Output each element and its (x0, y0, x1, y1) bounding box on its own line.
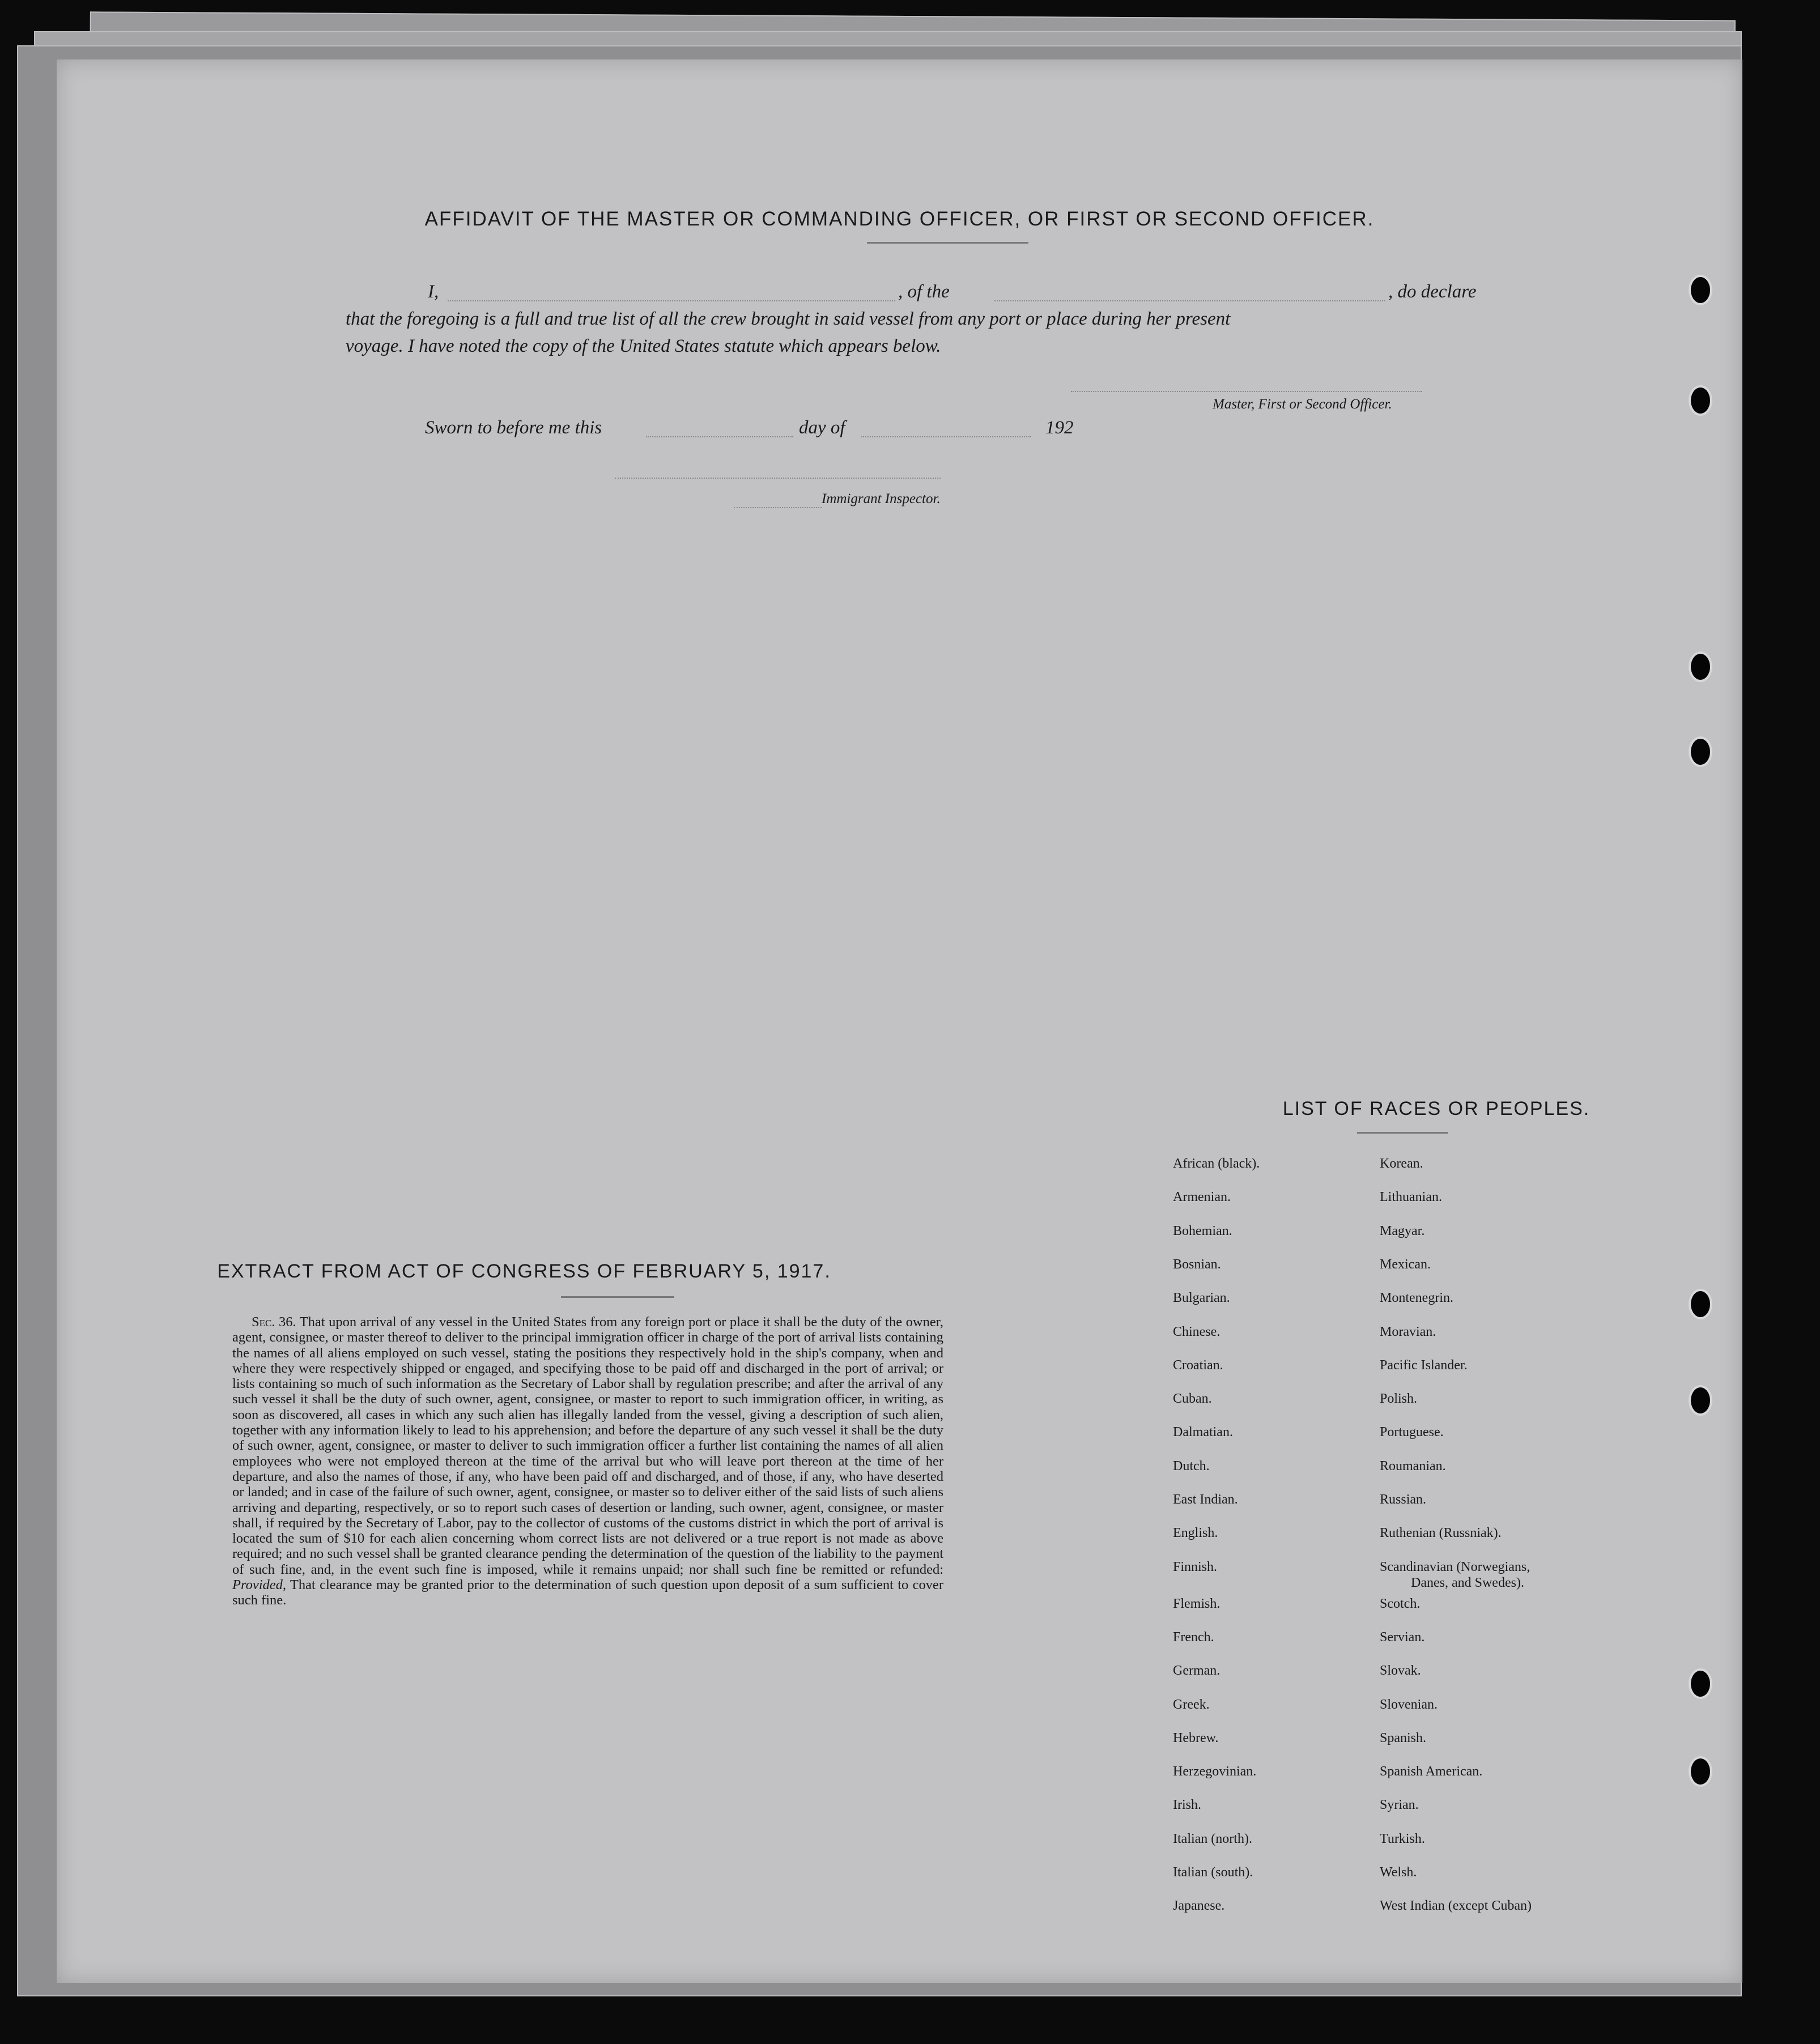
race-item: Slovenian. (1380, 1697, 1438, 1712)
race-item: Italian (south). (1173, 1865, 1253, 1880)
affidavit-title: AFFIDAVIT OF THE MASTER OR COMMANDING OFFICER, OR FIRST OR SECOND OFFICER. (424, 208, 1375, 230)
race-item: Flemish. (1173, 1596, 1221, 1611)
race-item: Irish. (1173, 1798, 1201, 1812)
affidavit-line-3: voyage. I have noted the copy of the United States statute which appears below. (346, 336, 941, 356)
race-item: Dalmatian. (1173, 1425, 1233, 1440)
races-title: LIST OF RACES OR PEOPLES. (1282, 1098, 1591, 1119)
race-item: West Indian (except Cuban) (1380, 1898, 1532, 1913)
race-item: Roumanian. (1380, 1459, 1446, 1474)
race-item: Spanish American. (1380, 1764, 1483, 1779)
affidavit-line-1 (428, 282, 439, 303)
race-item: Japanese. (1173, 1898, 1225, 1913)
race-item: Polish. (1380, 1391, 1418, 1406)
act-body (232, 1314, 943, 1608)
sworn-label: Sworn to before me this (425, 418, 602, 438)
race-item: Dutch. (1173, 1459, 1210, 1474)
punch-hole-icon (1689, 275, 1712, 305)
race-item: Servian. (1380, 1630, 1425, 1645)
punch-hole-icon (1689, 1385, 1712, 1416)
race-item: Mexican. (1380, 1257, 1431, 1272)
master-officer-label: Master, First or Second Officer. (1213, 397, 1392, 412)
day-of-label: day of (799, 418, 845, 438)
name-blank-line (448, 300, 895, 301)
race-item: Moravian. (1380, 1325, 1436, 1339)
race-item: Scotch. (1380, 1596, 1421, 1611)
race-item: Lithuanian. (1380, 1190, 1442, 1204)
race-item: Slovak. (1380, 1663, 1421, 1678)
race-item: Hebrew. (1173, 1731, 1219, 1745)
race-item: Cuban. (1173, 1391, 1212, 1406)
race-item: Pacific Islander. (1380, 1358, 1468, 1373)
day-blank-line (646, 436, 793, 437)
race-item: Turkish. (1380, 1832, 1425, 1846)
race-item: Greek. (1173, 1697, 1210, 1712)
affidavit-i-label: I, (428, 282, 439, 302)
inspector-blank-line-short (734, 507, 822, 508)
act-title: EXTRACT FROM ACT OF CONGRESS OF FEBRUARY 5, 1917. (217, 1261, 831, 1282)
race-item: Spanish. (1380, 1731, 1427, 1745)
affidavit-declare-label: , do declare (1388, 282, 1477, 302)
signature-blank-line (1071, 391, 1422, 392)
year-label: 192 (1045, 418, 1074, 438)
punch-hole-icon (1689, 1289, 1712, 1319)
race-item: Danes, and Swedes). (1411, 1575, 1524, 1590)
race-item: French. (1173, 1630, 1214, 1645)
race-item: Welsh. (1380, 1865, 1417, 1880)
document-sheet (57, 59, 1742, 1983)
affidavit-line-2: that the foregoing is a full and true list of all the crew brought in said vessel from any port or place during her present (346, 309, 1231, 329)
race-item: Magyar. (1380, 1224, 1425, 1238)
race-item: Bosnian. (1173, 1257, 1221, 1272)
punch-hole-icon (1689, 385, 1712, 416)
act-body-part-1: That upon arrival of any vessel in the United States from any foreign port or place it shall be the duty of the owner, agent, consignee, or master thereof to deliver to the principal immigration officer in charge of the port of arrival lists containing the names of all aliens employed on such vessel, stating the positions they respectively hold in the ship's company, when and where they were respectively shipped or engaged, and specifying those to be paid off and discharged in the port of arrival; or lists containing so much of such information as the Secretary of Labor shall by regulation prescribe; and after the arrival of any such vessel it shall be the duty of such owner, agent, consignee, or master to report to such immigration officer, in writing, as soon as discovered, all cases in which any such alien has illegally landed from the vessel, giving a description of such alien, together with any information likely to lead to his apprehension; and before the departure of any such vessel it shall be the duty of such owner, agent, consignee, or master to deliver to such immigration officer a further list containing the names of all alien employees who were not employed thereon at the time of the arrival but who will leave port thereon at the time of her departure, and also the names of those, if any, who have been paid off and discharged, and of those, if any, who have deserted or landed; and in case of the failure of such owner, agent, consignee, or master so to deliver either of the said lists of such aliens arriving and departing, respectively, or so to report such cases of desertion or landing, such owner, agent, consignee, or master shall, if required by the Secretary of Labor, pay to the collector of customs of the customs district in which the port of arrival is located the sum of $10 for each alien concerning whom correct lists are not delivered or a true report is not made as above required; and no such vessel shall be granted clearance pending the determination of the question of the liability to the payment of such fine, and, in the event such fine is imposed, while it remains unpaid; nor shall such fine be remitted or refunded: (232, 1314, 943, 1577)
section-label: Sec. 36. (252, 1314, 296, 1330)
race-item: Ruthenian (Russniak). (1380, 1526, 1502, 1540)
race-item: Finnish. (1173, 1560, 1218, 1574)
race-item: African (black). (1173, 1156, 1260, 1171)
inspector-label: Immigrant Inspector. (822, 491, 941, 506)
race-item: Russian. (1380, 1492, 1427, 1507)
race-item: Bohemian. (1173, 1224, 1232, 1238)
title-divider (867, 242, 1028, 244)
punch-hole-icon (1689, 1756, 1712, 1787)
race-item: Bulgarian. (1173, 1291, 1230, 1305)
race-item: Portuguese. (1380, 1425, 1444, 1440)
month-blank-line (861, 436, 1031, 437)
race-item: Scandinavian (Norwegians, (1380, 1560, 1530, 1574)
race-item: Armenian. (1173, 1190, 1231, 1204)
punch-hole-icon (1689, 1668, 1712, 1699)
punch-hole-icon (1689, 651, 1712, 682)
act-body-part-2: That clearance may be granted prior to the determination of such question upon deposit of a sum sufficient to cover such fine. (232, 1577, 943, 1608)
race-item: Croatian. (1173, 1358, 1223, 1373)
race-item: English. (1173, 1526, 1218, 1540)
race-item: Korean. (1380, 1156, 1423, 1171)
race-item: Montenegrin. (1380, 1291, 1453, 1305)
vessel-blank-line (994, 300, 1385, 301)
punch-hole-icon (1689, 736, 1712, 767)
affidavit-of-the-label: , of the (898, 282, 950, 302)
race-item: East Indian. (1173, 1492, 1238, 1507)
race-item: Herzegovinian. (1173, 1764, 1257, 1779)
provided-label: Provided, (232, 1577, 287, 1593)
race-item: German. (1173, 1663, 1221, 1678)
race-item: Chinese. (1173, 1325, 1221, 1339)
race-item: Italian (north). (1173, 1832, 1252, 1846)
inspector-blank-line (615, 478, 941, 479)
title-divider (1357, 1132, 1448, 1134)
title-divider (561, 1296, 674, 1298)
race-item: Syrian. (1380, 1798, 1419, 1812)
